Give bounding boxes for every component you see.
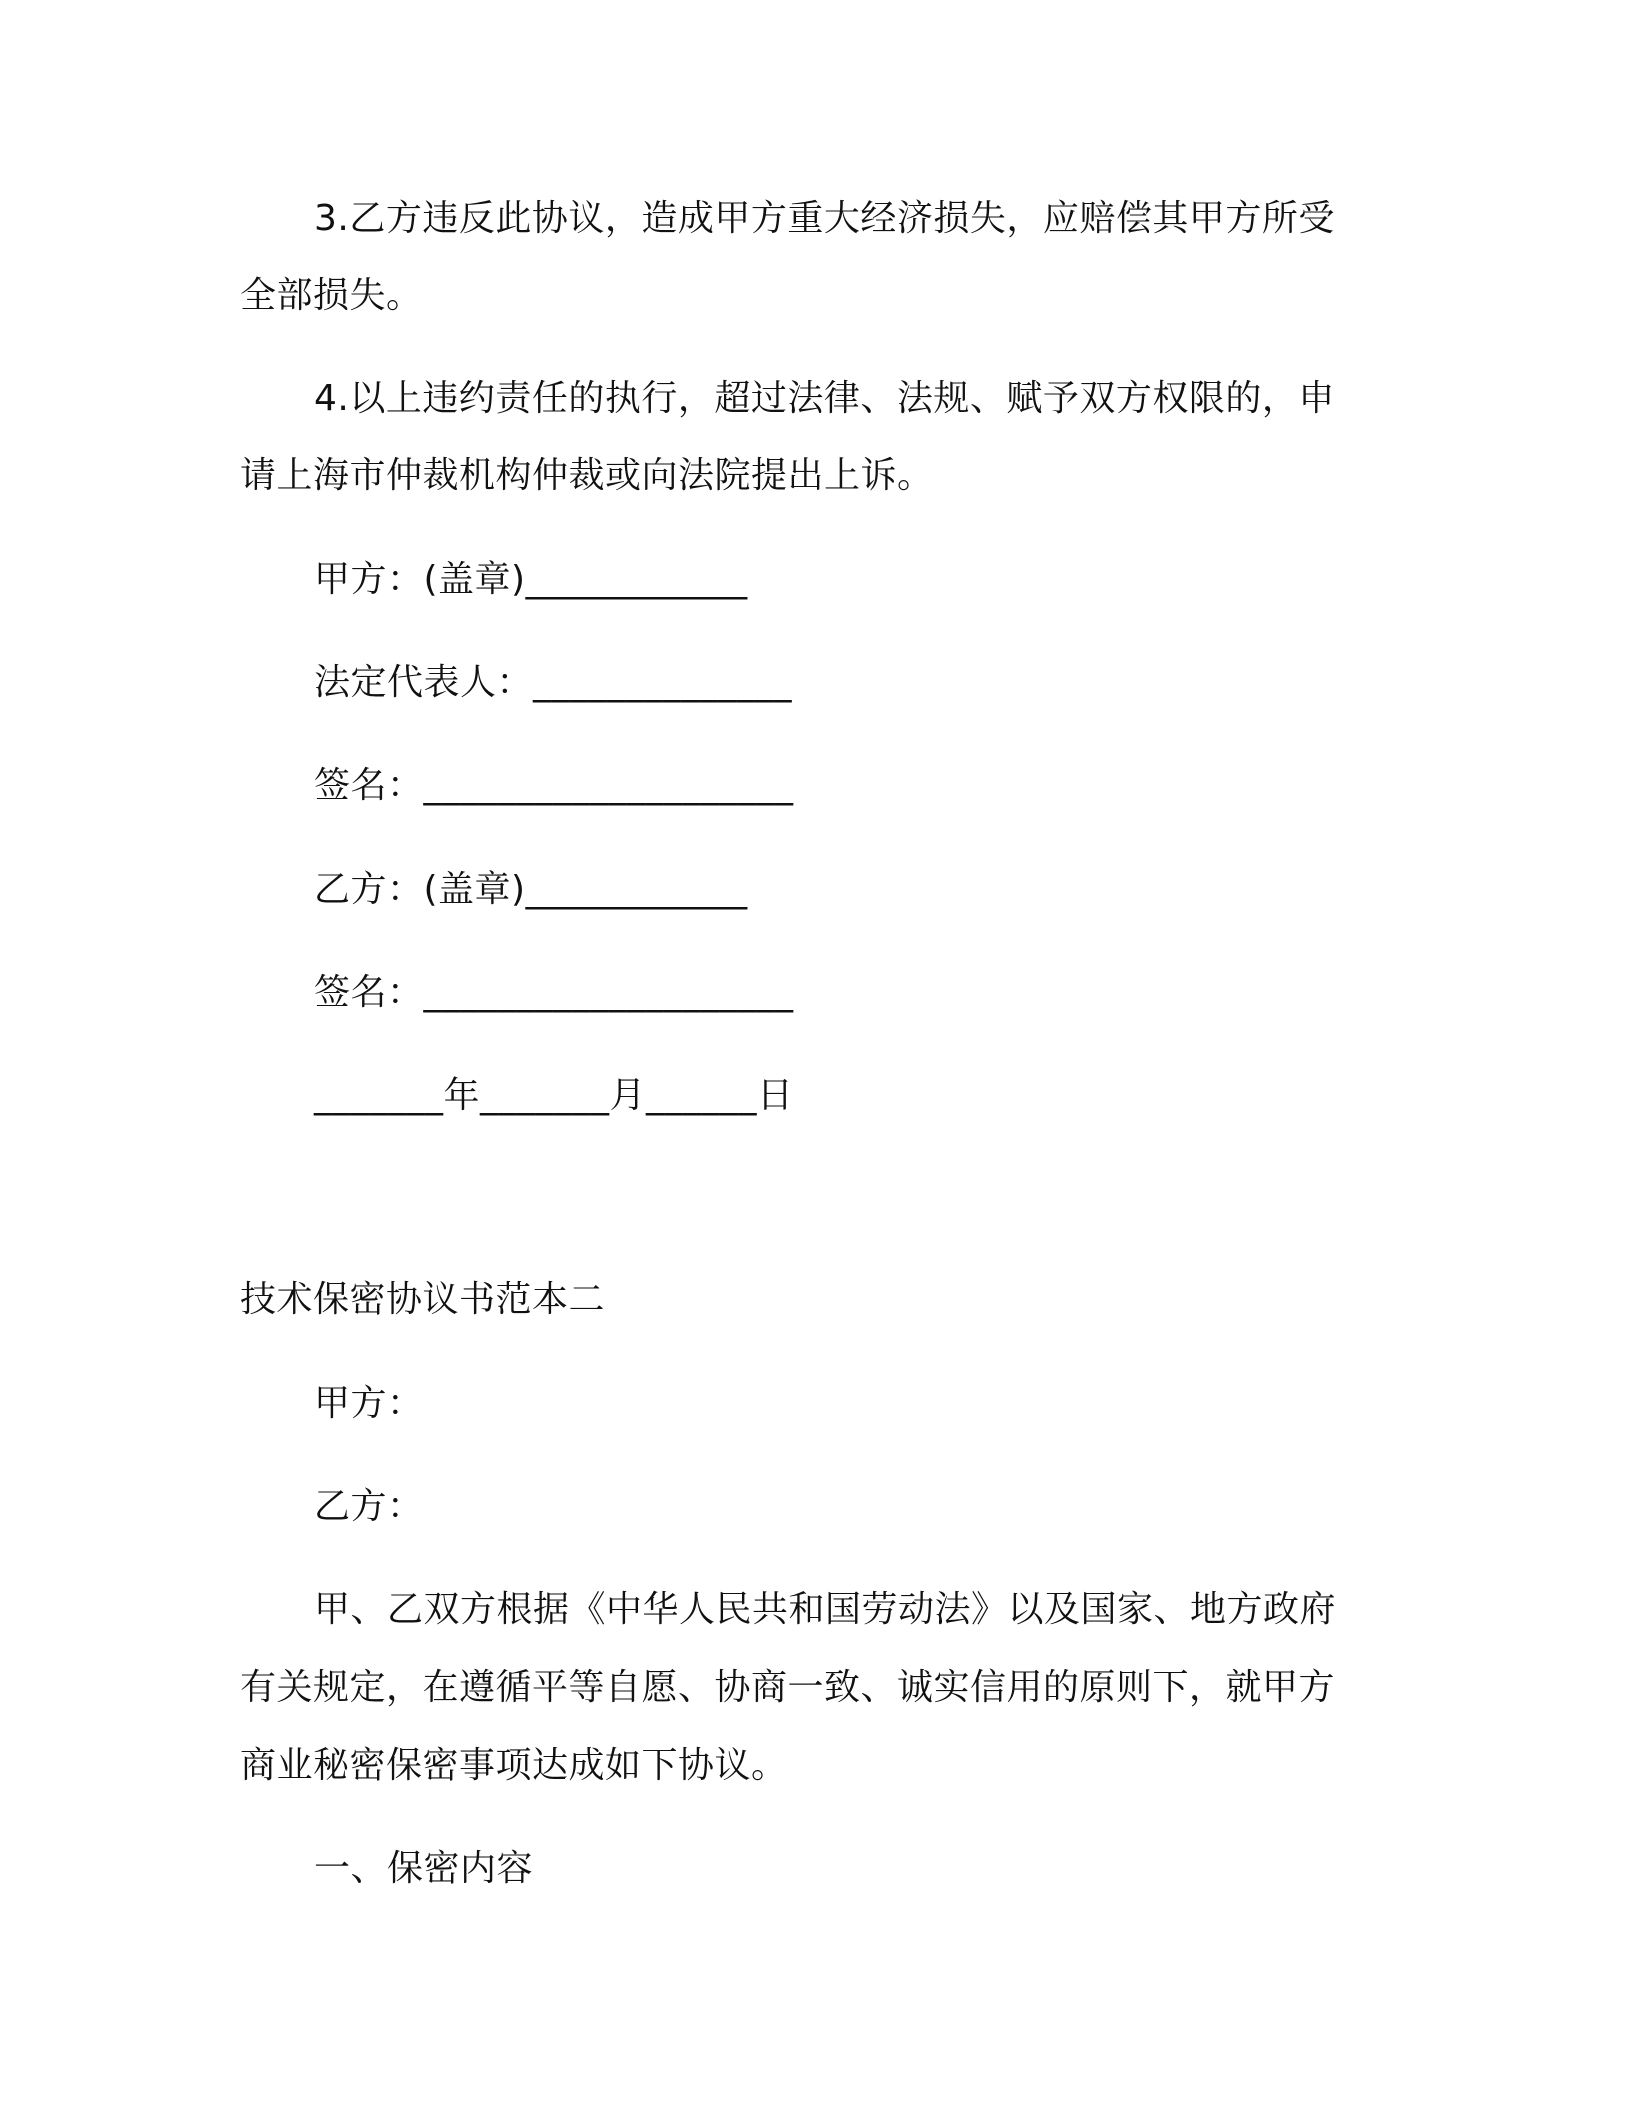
template-2-party-b: 乙方： (314, 1486, 424, 1527)
template-2-party-a: 甲方： (314, 1383, 424, 1424)
clause-4-line-2: 请上海市仲裁机构仲裁或向法院提出上诉。 (240, 455, 934, 496)
legal-representative-line: 法定代表人：______________ (314, 662, 793, 703)
party-a-signature-line: 签名：____________________ (314, 765, 794, 806)
template-2-title: 技术保密协议书范本二 (240, 1279, 606, 1320)
preamble-line-1: 甲、乙双方根据《中华人民共和国劳动法》以及国家、地方政府 (314, 1589, 1337, 1630)
party-b-signature-line: 签名：____________________ (314, 972, 794, 1013)
party-b-seal-line: 乙方：(盖章)____________ (314, 869, 748, 910)
clause-4-line-1: 4.以上违约责任的执行，超过法律、法规、赋予双方权限的，申 (314, 378, 1335, 419)
date-line: _______年_______月______日 (314, 1075, 794, 1116)
preamble-line-3: 商业秘密保密事项达成如下协议。 (240, 1745, 788, 1786)
section-1-heading: 一、保密内容 (314, 1848, 534, 1889)
clause-3-line-2: 全部损失。 (240, 275, 423, 316)
party-a-seal-line: 甲方：(盖章)____________ (314, 559, 748, 600)
clause-3-line-1: 3.乙方违反此协议，造成甲方重大经济损失，应赔偿其甲方所受 (314, 198, 1335, 239)
preamble-line-2: 有关规定，在遵循平等自愿、协商一致、诚实信用的原则下，就甲方 (240, 1667, 1336, 1708)
